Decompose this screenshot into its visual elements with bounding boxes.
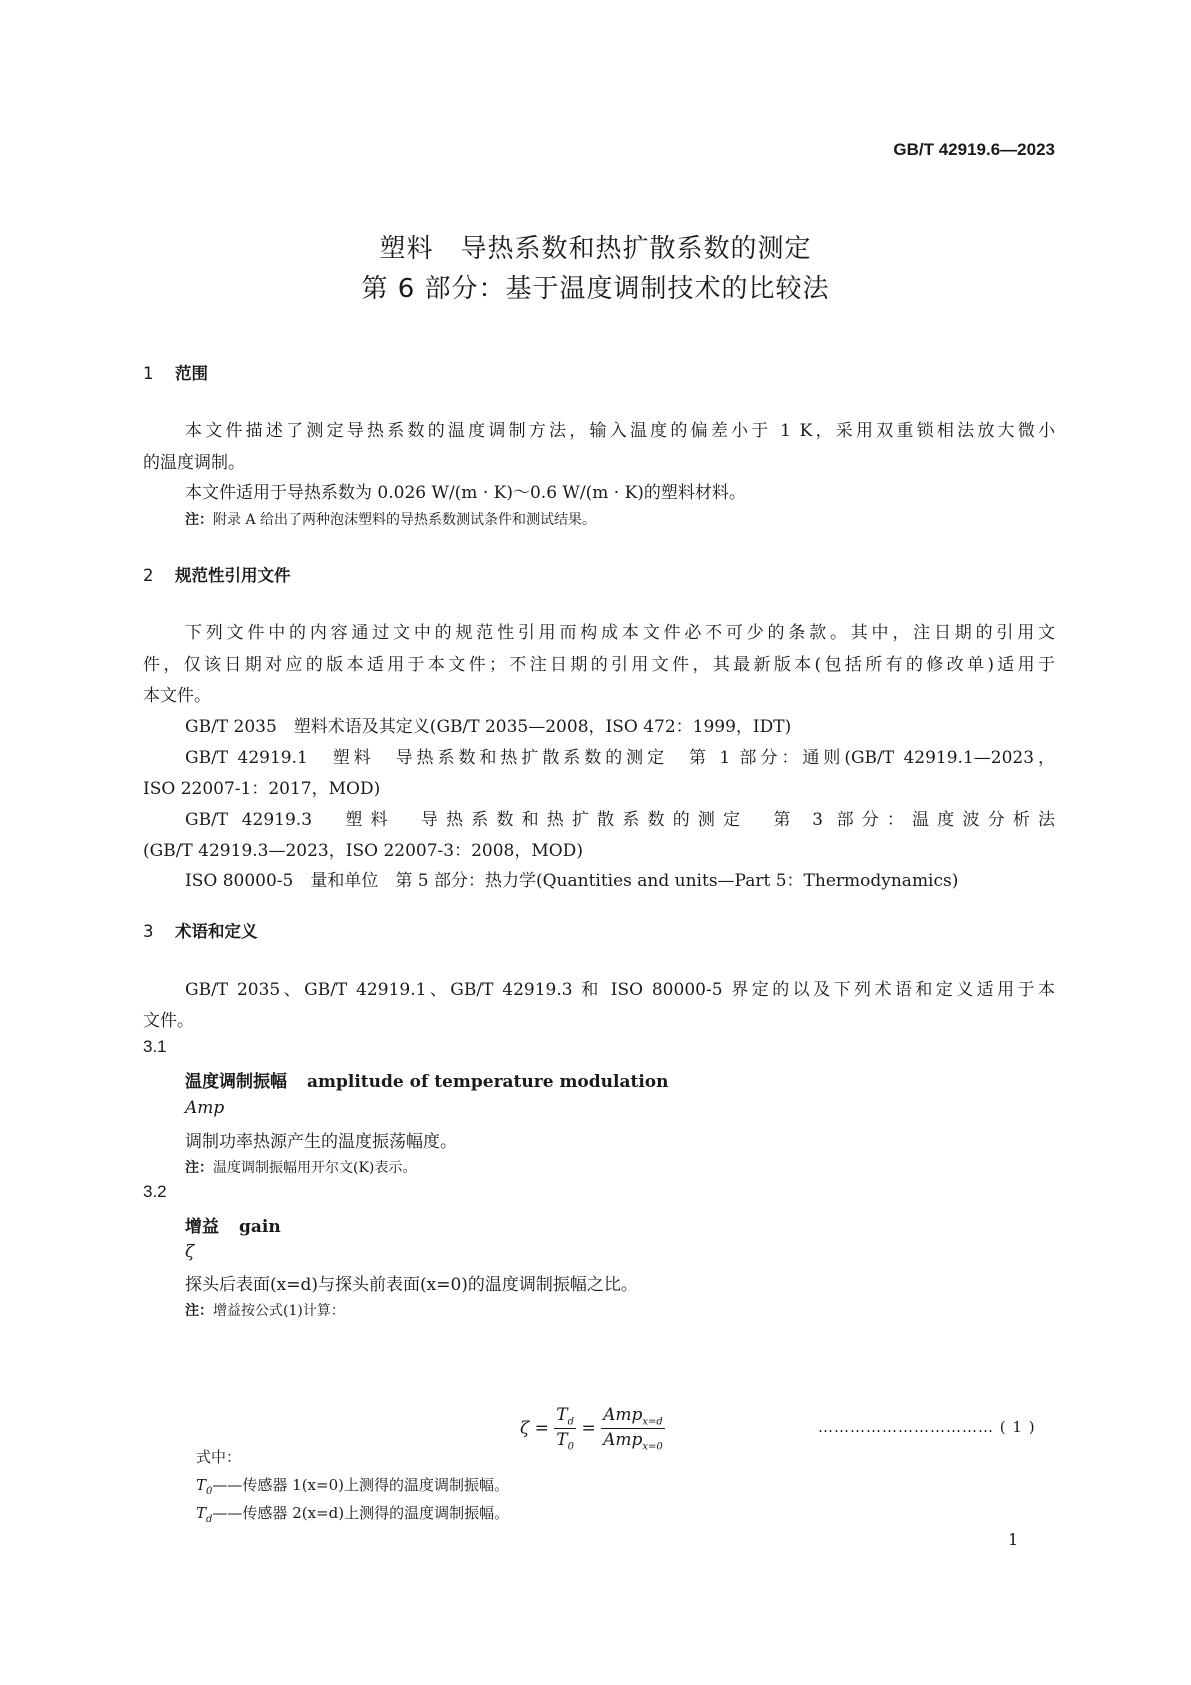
term-3-2-note [185,1300,345,1320]
section-title: 术语和定义 [175,922,258,941]
section-title: 范围 [175,364,208,383]
fraction-td-t0 [554,1405,576,1453]
section-1-note [185,509,596,529]
reference-2-line-1: GB/T 42919.1 塑料 导热系数和热扩散系数的测定 第 1 部分：通则(GB/T 42919.1—2023， [185,748,1055,768]
where-symbol: T [196,1476,207,1494]
section-number: 3 [143,922,154,941]
where-line-1 [196,1474,509,1497]
document-code: GB/T 42919.6—2023 [893,140,1055,159]
term-3-1-symbol: Amp [185,1098,225,1118]
note-text: 温度调制振幅用开尔文(K)表示。 [213,1160,417,1176]
section-2-intro-line-2: 件，仅该日期对应的版本适用于本文件；不注日期的引用文件，其最新版本(包括所有的修改单)适用于 [143,655,1055,675]
section-2-heading [143,562,291,586]
note-label: 注： [185,1303,213,1319]
fraction-numerator: $T_d$ [556,1405,575,1428]
term-3-1-title [185,1067,669,1092]
title-line-1: 塑料 导热系数和热扩散系数的测定 [379,234,812,264]
title-line-2: 第 6 部分：基于温度调制技术的比较法 [361,274,830,304]
fraction-numerator: Amp$_{x=d}$ [603,1405,663,1428]
term-en: gain [239,1217,281,1237]
formula-leader [818,1418,1036,1436]
formula-number: ( 1 ) [999,1418,1036,1436]
where-symbol-sub: 0 [206,1486,213,1497]
note-label: 注： [185,1160,213,1176]
formula-equals: = [581,1418,596,1439]
where-text: ——传感器 1(x=0)上测得的温度调制振幅。 [212,1476,509,1494]
term-zh: 增益 [185,1217,219,1237]
fraction-amp [601,1405,665,1453]
section-3-intro-line-1: GB/T 2035、GB/T 42919.1、GB/T 42919.3 和 ISO 80000-5 界定的以及下列术语和定义适用于本 [185,980,1055,1000]
section-number: 2 [143,566,154,585]
reference-3-line-1: GB/T 42919.3 塑料 导热系数和热扩散系数的测定 第 3 部分：温度波分析法 [185,810,1055,830]
where-symbol: T [196,1504,207,1522]
term-zh: 温度调制振幅 [185,1072,287,1092]
formula-lhs: ζ [520,1418,530,1439]
reference-4: ISO 80000-5 量和单位 第 5 部分：热力学(Quantities and units—Part 5：Thermodynamics) [185,871,959,891]
leader-dots: …………………………… [818,1418,994,1436]
fraction-denominator: Amp$_{x=0}$ [603,1430,663,1453]
section-number: 1 [143,364,154,383]
note-text: 附录 A 给出了两种泡沫塑料的导热系数测试条件和测试结果。 [213,512,597,528]
term-3-1-definition: 调制功率热源产生的温度振荡幅度。 [185,1132,457,1152]
where-symbol-sub: d [206,1514,213,1525]
section-3-heading [143,918,258,942]
reference-2-line-2: ISO 22007-1：2017，MOD) [143,779,381,799]
formula-equals: = [534,1418,549,1439]
where-line-2 [196,1502,509,1525]
section-1-para-1-line-2: 的温度调制。 [143,453,245,473]
section-3-intro-line-2: 文件。 [143,1011,194,1031]
term-3-1-note [185,1157,416,1177]
formula-1 [520,1405,665,1453]
section-2-intro-line-1: 下列文件中的内容通过文中的规范性引用而构成本文件必不可少的条款。其中，注日期的引用文 [185,623,1055,643]
section-1-heading [143,360,208,384]
section-1-para-2: 本文件适用于导热系数为 0.026 W/(m · K)～0.6 W/(m · K)的塑料材料。 [185,483,746,503]
term-en: amplitude of temperature modulation [307,1072,669,1092]
reference-3-line-2: (GB/T 42919.3—2023，ISO 22007-3：2008，MOD) [143,841,583,861]
term-3-2-number: 3.2 [143,1182,167,1201]
reference-1: GB/T 2035 塑料术语及其定义(GB/T 2035—2008，ISO 472：1999，IDT) [185,717,792,737]
where-text: ——传感器 2(x=d)上测得的温度调制振幅。 [212,1504,510,1522]
note-text: 增益按公式(1)计算： [213,1303,345,1319]
term-3-1-number: 3.1 [143,1037,167,1056]
term-3-2-symbol: ζ [185,1242,195,1262]
term-3-2-title [185,1212,281,1237]
section-1-para-1-line-1: 本文件描述了测定导热系数的温度调制方法，输入温度的偏差小于 1 K，采用双重锁相法放大微小 [185,421,1055,441]
section-title: 规范性引用文件 [175,566,291,585]
fraction-denominator: $T_0$ [556,1430,575,1453]
where-label: 式中： [196,1448,242,1466]
term-3-2-definition: 探头后表面(x=d)与探头前表面(x=0)的温度调制振幅之比。 [185,1275,638,1295]
page-number: 1 [1008,1530,1019,1549]
section-2-intro-line-3: 本文件。 [143,686,211,706]
note-label: 注： [185,512,213,528]
